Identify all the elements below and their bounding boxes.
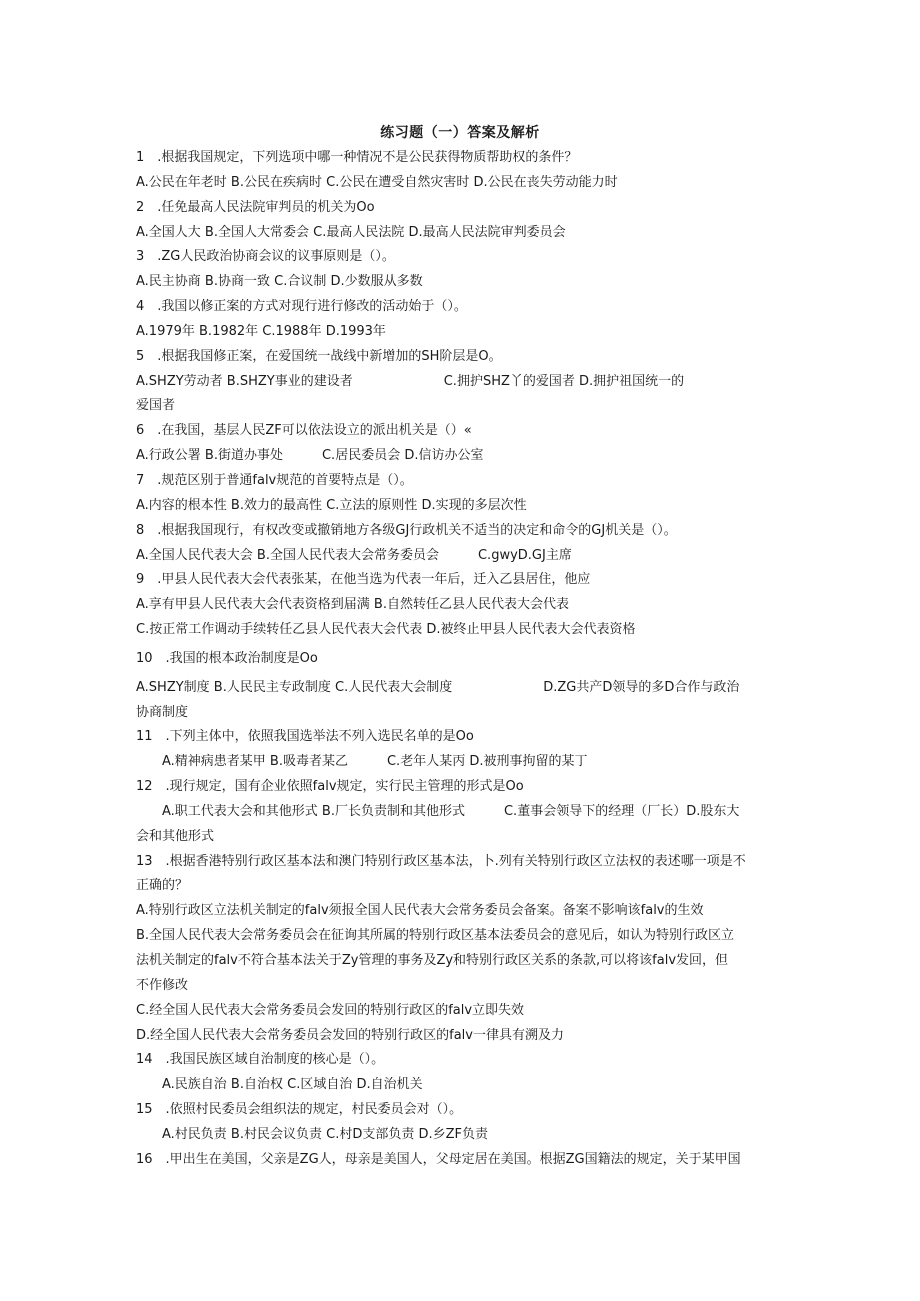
question-9-options-ab: A.享有甲县人民代表大会代表资格到届满 B.自然转任乙县人民代表大会代表 xyxy=(136,597,569,613)
question-12: 12 .现行规定，国有企业依照falv规定，实行民主管理的形式是Oo xyxy=(136,779,524,795)
question-6-options: A.行政公署 B.街道办事处 C.居民委员会 D.信访办公室 xyxy=(136,448,484,464)
question-2-options: A.全国人大 B.全国人大常委会 C.最高人民法院 D.最高人民法院审判委员会 xyxy=(136,224,566,240)
question-13-option-b-end: 不作修改 xyxy=(136,977,189,993)
question-5-options: A.SHZY劳动者 B.SHZY事业的建设者 C.拥护SHZ丫的爱国者 D.拥护祖国统一的 xyxy=(136,373,685,389)
question-6: 6 .在我国，基层人民ZF可以依法设立的派出机关是（）« xyxy=(136,423,472,439)
question-3-options: A.民主协商 B.协商一致 C.合议制 D.少数服从多数 xyxy=(136,274,423,290)
question-4-options: A.1979年 B.1982年 C.1988年 D.1993年 xyxy=(136,323,386,339)
question-5: 5 .根据我国修正案，在爱国统一战线中新增加的SH阶层是O。 xyxy=(136,348,502,364)
question-10: 10 .我国的根本政治制度是Oo xyxy=(136,650,318,666)
question-9-options-cd: C.按正常工作调动手续转任乙县人民代表大会代表 D.被终止甲县人民代表大会代表资格 xyxy=(136,622,636,638)
question-4: 4 .我国以修正案的方式对现行进行修改的活动始于（）。 xyxy=(136,299,467,315)
question-8: 8 .根据我国现行，有权改变或撤销地方各级GJ行政机关不适当的决定和命令的GJ机关是（）。 xyxy=(136,522,677,538)
question-15-options: A.村民负责 B.村民会议负责 C.村D支部负责 D.乡ZF负责 xyxy=(162,1126,488,1142)
question-13-option-c: C.经全国人民代表大会常务委员会发回的特别行政区的falv立即失效 xyxy=(136,1002,525,1018)
question-7: 7 .规范区别于普通falv规范的首要特点是（）。 xyxy=(136,472,413,488)
page-title: 练习题（一）答案及解析 xyxy=(380,125,540,141)
question-13-option-a: A.特别行政区立法机关制定的falv须报全国人民代表大会常务委员会备案。备案不影响该falv的生效 xyxy=(136,903,704,919)
question-1-options: A.公民在年老时 B.公民在疾病时 C.公民在遭受自然灾害时 D.公民在丧失劳动能力时 xyxy=(136,174,618,190)
question-13: 13 .根据香港特别行政区基本法和澳门特别行政区基本法，卜.列有关特别行政区立法权的表述哪一项是不 xyxy=(136,853,746,869)
question-12-options-cont: 会和其他形式 xyxy=(136,828,215,844)
question-14: 14 .我国民族区域自治制度的核心是（）。 xyxy=(136,1052,385,1068)
question-13-option-d: D.经全国人民代表大会常务委员会发回的特别行政区的falv一律具有溯及力 xyxy=(136,1027,564,1043)
question-1: 1 .根据我国规定，下列选项中哪一种情况不是公民获得物质帮助权的条件？ xyxy=(136,150,578,165)
question-11-options: A.精神病患者某甲 B.吸毒者某乙 C.老年人某丙 D.被刑事拘留的某丁 xyxy=(162,754,588,770)
question-15: 15 .依照村民委员会组织法的规定，村民委员会对（）。 xyxy=(136,1102,463,1118)
question-3: 3 .ZG人民政治协商会议的议事原则是（）。 xyxy=(136,249,395,265)
question-12-options: A.职工代表大会和其他形式 B.厂长负责制和其他形式 C.董事会领导下的经理（厂长）D.股东大 xyxy=(162,803,740,819)
document-body xyxy=(136,146,786,1173)
question-5-options-cont: 爱国者 xyxy=(136,398,176,414)
question-14-options: A.民族自治 B.自治权 C.区域自治 D.自治机关 xyxy=(162,1077,423,1093)
question-13-cont: 正确的？ xyxy=(136,878,189,894)
question-10-options: A.SHZY制度 B.人民民主专政制度 C.人民代表大会制度 D.ZG共产D领导的多D合作与政治 xyxy=(136,679,740,695)
question-13-option-b-cont: 法机关制定的falv不符合基本法关于Zy管理的事务及Zy和特别行政区关系的条款,可以将该falv发回，但 xyxy=(136,953,729,968)
question-13-option-b: B.全国人民代表大会常务委员会在征询其所属的特别行政区基本法委员会的意见后，如认为特别行政区立 xyxy=(136,928,735,944)
question-7-options: A.内容的根本性 B.效力的最高性 C.立法的原则性 D.实现的多层次性 xyxy=(136,497,527,513)
question-11: 11 .下列主体中，依照我国选举法不列入选民名单的是Oo xyxy=(136,729,474,745)
question-16: 16 .甲出生在美国，父亲是ZG人，母亲是美国人，父母定居在美国。根据ZG国籍法的规定，关于某甲国 xyxy=(136,1151,741,1167)
question-2: 2 .任免最高人民法院审判员的机关为Oo xyxy=(136,199,375,215)
question-8-options: A.全国人民代表大会 B.全国人民代表大会常务委员会 C.gwyD.GJ主席 xyxy=(136,547,572,563)
question-10-options-cont: 协商制度 xyxy=(136,704,189,720)
question-9: 9 .甲县人民代表大会代表张某，在他当选为代表一年后，迁入乙县居住，他应 xyxy=(136,572,591,588)
